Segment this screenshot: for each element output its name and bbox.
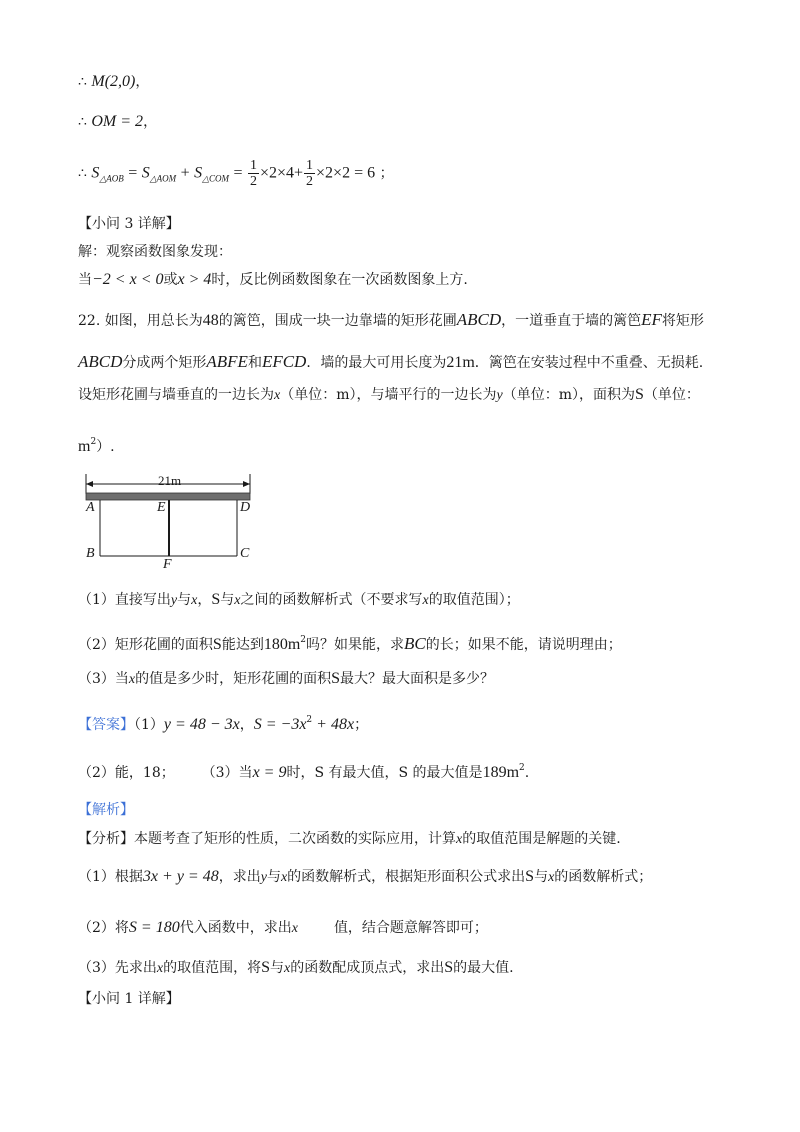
subscript: △AOB xyxy=(99,173,124,184)
text: 的值是多少时，矩形花圃的面积 xyxy=(135,671,332,687)
numerator: 1 xyxy=(249,158,257,173)
solution-line-om xyxy=(78,112,157,132)
variable: x xyxy=(548,870,555,885)
area-symbol: S xyxy=(91,164,100,182)
text: （2）能，18； xyxy=(78,765,175,781)
text: 当 xyxy=(78,272,92,288)
variable: y xyxy=(260,870,267,885)
text: 吗？如果能，求 xyxy=(306,637,405,653)
question-3 xyxy=(78,669,494,690)
text: （2）将 xyxy=(78,920,129,936)
inequality: x > 4 xyxy=(177,271,212,288)
point-c-label: C xyxy=(240,546,250,561)
point-f-label: F xyxy=(163,557,172,572)
point-b-label: B xyxy=(86,546,95,561)
text: （3）当 xyxy=(201,765,253,781)
section-header-sub3: 【小问 3 详解】 xyxy=(78,216,180,232)
answer-tag: 【答案】 xyxy=(78,717,134,733)
text: 时，S 有最大值，S 的最大值是 xyxy=(286,765,483,781)
text: 能达到 xyxy=(221,637,264,653)
text: 的函数解析式，根据矩形面积公式求出 xyxy=(287,869,526,885)
wall-length-label: 21m xyxy=(158,473,182,488)
point-d-label: D xyxy=(240,500,251,515)
text: ）. xyxy=(96,439,115,455)
text: 与 xyxy=(266,869,281,885)
text: 之间的函数解析式（不要求写 xyxy=(240,592,423,608)
sub3-line1: 解：观察函数图象发现： xyxy=(78,244,232,260)
text: 和 xyxy=(247,355,262,371)
variable: S xyxy=(444,959,454,976)
text: ．墙的最大可用长度为 xyxy=(306,355,447,371)
equation: x = 9 xyxy=(252,764,287,781)
variable: S xyxy=(635,386,644,403)
text: 的函数配成顶点式，求出 xyxy=(290,960,445,976)
question-1 xyxy=(78,590,520,611)
variable: S xyxy=(261,959,271,976)
text: 的函数解析式； xyxy=(554,869,653,885)
rectangle-name: EFCD xyxy=(261,352,307,371)
answer-line-2 xyxy=(78,758,529,783)
numerator: 1 xyxy=(306,158,314,173)
punctuation: ； xyxy=(379,165,394,182)
point-e-label: E xyxy=(157,500,166,515)
text: 【分析】本题考查了矩形的性质，二次函数的实际应用，计算 xyxy=(78,831,456,847)
solution-line-area xyxy=(78,158,394,189)
text: . xyxy=(524,765,530,781)
rectangle-name: ABCD xyxy=(456,310,502,329)
text: 的长；如果不能，请说明理由； xyxy=(425,637,622,653)
text: （1）直接写出 xyxy=(78,592,171,608)
text: 的取值范围）； xyxy=(428,592,520,608)
denominator: 2 xyxy=(306,174,314,189)
area-symbol: S xyxy=(141,164,150,182)
fraction-half xyxy=(304,158,315,189)
inequality: −2 < x < 0 xyxy=(92,271,164,288)
math-expression: ×2×4+ xyxy=(259,164,304,182)
text: 分成两个矩形 xyxy=(122,355,207,371)
variable: x xyxy=(280,870,288,885)
text: （3）先求出 xyxy=(78,960,157,976)
text: ， xyxy=(239,717,254,733)
variable: y xyxy=(496,388,503,403)
section-header-sub1: 【小问 1 详解】 xyxy=(78,991,180,1007)
equation: + 48x xyxy=(312,716,355,733)
sub3-line2 xyxy=(78,270,468,290)
variable: x xyxy=(291,921,298,936)
text: ，求出 xyxy=(218,869,261,885)
text: 与 xyxy=(534,869,549,885)
analysis-tag: 【解析】 xyxy=(78,802,134,818)
text: 与 xyxy=(220,592,235,608)
subscript: △AOM xyxy=(149,173,177,184)
punctuation: ， xyxy=(135,74,150,90)
text: （1） xyxy=(134,717,164,733)
text: 将矩形 xyxy=(661,313,704,329)
therefore-symbol: ∴ xyxy=(78,114,87,130)
therefore-symbol: ∴ xyxy=(78,74,87,90)
area-symbol: S xyxy=(194,164,203,182)
area-value: 180m xyxy=(263,636,301,653)
text: ； xyxy=(354,717,369,733)
superscript: 2 xyxy=(519,763,525,773)
variable: x xyxy=(234,593,241,608)
analysis-line-1 xyxy=(78,829,621,850)
equals-sign: = xyxy=(128,164,138,182)
equation: S = −3x xyxy=(253,716,307,733)
text: 时，反比例函数图象在一次函数图象上方. xyxy=(211,272,468,288)
text: （2）矩形花圃的面积 xyxy=(78,637,213,653)
text: ，一道垂直于墙的篱笆 xyxy=(501,313,642,329)
text: 的篱笆，围成一块一边靠墙的矩形花圃 xyxy=(218,313,457,329)
text: 的取值范围是解题的关键. xyxy=(462,831,621,847)
text: （单位： xyxy=(643,387,700,403)
text: 设矩形花圃与墙垂直的一边长为 xyxy=(78,387,274,403)
text: （3）当 xyxy=(78,671,129,687)
variable: y xyxy=(170,593,178,608)
equation: S = 180 xyxy=(128,919,180,936)
superscript: 2 xyxy=(90,437,97,447)
arrow-left-icon xyxy=(86,481,93,487)
variable: x xyxy=(284,961,291,976)
segment-name: BC xyxy=(404,634,426,653)
equation: y = 48 − 3x xyxy=(163,716,240,733)
text: （单位：m），与墙平行的一边长为 xyxy=(280,387,497,403)
rectangle-name: ABFE xyxy=(206,352,248,371)
variable: x xyxy=(156,961,164,976)
text: 最大？最大面积是多少？ xyxy=(340,671,495,687)
length-value: 21m xyxy=(446,354,475,371)
text: 或 xyxy=(163,272,178,288)
text: ， xyxy=(197,592,212,608)
problem-line-4 xyxy=(78,432,115,457)
text: （1）根据 xyxy=(78,869,143,885)
variable: x xyxy=(191,593,198,608)
question-2 xyxy=(78,630,622,655)
text: 值，结合题意解答即可； xyxy=(333,920,488,936)
rectangle-name: ABCD xyxy=(78,352,123,371)
text: 22. 如图，用总长为 xyxy=(78,313,203,329)
text: 的最大值. xyxy=(453,960,514,976)
denominator: 2 xyxy=(249,174,257,189)
variable: x xyxy=(422,593,429,608)
text: ．篱笆在安装过程中不重叠、无损耗. xyxy=(474,355,704,371)
plus-sign: + xyxy=(180,164,190,182)
text: 与 xyxy=(270,960,285,976)
variable: S xyxy=(525,868,535,885)
math-expression: M(2,0) xyxy=(91,73,136,90)
variable: x xyxy=(274,388,281,403)
text: 的取值范围，将 xyxy=(163,960,262,976)
variable: S xyxy=(211,591,221,608)
punctuation: ， xyxy=(143,114,158,130)
superscript: 2 xyxy=(300,635,307,645)
variable: S xyxy=(212,636,222,653)
text: 代入函数中，求出 xyxy=(179,920,292,936)
problem-line-1 xyxy=(78,310,704,331)
area-value: 189m xyxy=(482,764,520,781)
equation: 3x + y = 48 xyxy=(142,868,219,885)
number: 48 xyxy=(202,312,219,329)
point-a-label: A xyxy=(86,500,95,515)
subscript: △COM xyxy=(202,173,230,184)
therefore-symbol: ∴ xyxy=(78,165,87,182)
math-expression: OM = 2 xyxy=(91,113,144,130)
text: （单位：m），面积为 xyxy=(502,387,635,403)
text: 与 xyxy=(177,592,192,608)
analysis-line-3 xyxy=(78,918,488,939)
problem-line-3 xyxy=(78,385,700,406)
arrow-right-icon xyxy=(243,481,250,487)
problem-line-2 xyxy=(78,352,703,373)
analysis-line-4 xyxy=(78,958,514,979)
equals-sign: = xyxy=(233,164,243,182)
superscript: 2 xyxy=(306,715,313,725)
fraction-half xyxy=(248,158,259,189)
answer-line-1 xyxy=(78,710,368,735)
math-expression: ×2×2 = 6 xyxy=(316,164,376,182)
solution-line-m-point xyxy=(78,72,149,92)
analysis-line-2 xyxy=(78,867,652,888)
wall xyxy=(86,493,250,500)
variable: x xyxy=(456,832,463,847)
variable: x xyxy=(128,672,136,687)
segment-name: EF xyxy=(641,310,662,329)
unit: m xyxy=(78,438,91,455)
variable: S xyxy=(331,670,341,687)
